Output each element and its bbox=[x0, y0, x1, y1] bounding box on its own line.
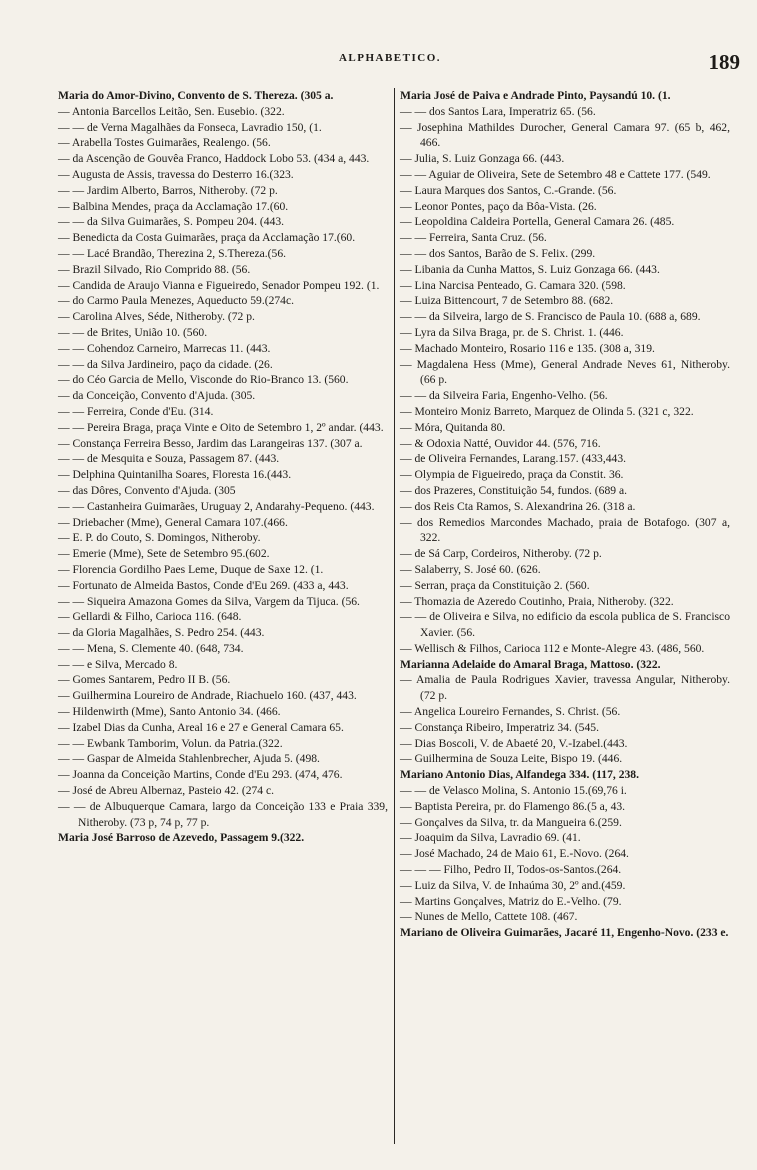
directory-entry: — Augusta de Assis, travessa do Desterro 16.(323. bbox=[58, 167, 294, 181]
directory-entry: — — Castanheira Guimarães, Uruguay 2, Andarahy-Pequeno. (443. bbox=[58, 499, 375, 513]
directory-entry: — Joaquim da Silva, Lavradio 69. (41. bbox=[400, 831, 581, 845]
directory-entry: — da Ascenção de Gouvêa Franco, Haddock Lobo 53. (434 a, 443. bbox=[58, 152, 370, 166]
directory-entry: Maria José Barroso de Azevedo, Passagem 9.(322. bbox=[58, 831, 305, 845]
directory-entry: — — Lacé Brandão, Therezina 2, S.Thereza.(56. bbox=[58, 246, 287, 260]
directory-entry: — da Gloria Magalhães, S. Pedro 254. (443. bbox=[58, 626, 265, 640]
directory-entry: — Benedicta da Costa Guimarães, praça da Acclamação 17.(60. bbox=[58, 231, 356, 245]
directory-entry: — & Odoxia Natté, Ouvidor 44. (576, 716. bbox=[400, 436, 601, 450]
directory-entry: — — Ferreira, Santa Cruz. (56. bbox=[400, 231, 547, 245]
directory-entry: — Balbina Mendes, praça da Acclamação 17.(60. bbox=[58, 199, 289, 213]
directory-entry: — Antonia Barcellos Leitão, Sen. Eusebio. (322. bbox=[58, 104, 285, 118]
directory-entry: — Hildenwirth (Mme), Santo Antonio 34. (466. bbox=[58, 705, 281, 719]
directory-entry: — E. P. do Couto, S. Domingos, Nitheroby. bbox=[58, 531, 261, 545]
directory-entry: — Arabella Tostes Guimarães, Realengo. (56. bbox=[58, 136, 271, 150]
column-divider bbox=[394, 88, 395, 1144]
directory-entry: — Leonor Pontes, paço da Bôa-Vista. (26. bbox=[400, 199, 597, 213]
directory-entry: — de Sá Carp, Cordeiros, Nitheroby. (72 p. bbox=[400, 547, 602, 561]
directory-entry: — Florencia Gordilho Paes Leme, Duque de Saxe 12. (1. bbox=[58, 562, 324, 576]
directory-entry: — Fortunato de Almeida Bastos, Conde d'Eu 269. (433 a, 443. bbox=[58, 578, 349, 592]
running-title: ALPHABETICO. bbox=[338, 52, 442, 64]
directory-entry: — do Carmo Paula Menezes, Aqueducto 59.(274c. bbox=[58, 294, 295, 308]
directory-entry: — Carolina Alves, Séde, Nitheroby. (72 p. bbox=[58, 310, 255, 324]
directory-entry: — — de Albuquerque Camara, largo da Conceição 133 e Praia 339, Nitheroby. (73 p, 74 p, 77 p. bbox=[58, 799, 388, 829]
directory-entry: — Laura Marques dos Santos, C.-Grande. (56. bbox=[400, 183, 617, 197]
directory-entry: — Leopoldina Caldeira Portella, General Camara 26. (485. bbox=[400, 215, 675, 229]
directory-entry: — — de Velasco Molina, S. Antonio 15.(69,76 i. bbox=[400, 784, 627, 798]
directory-entry: — Wellisch & Filhos, Carioca 112 e Monte-Alegre 43. (486, 560. bbox=[400, 641, 705, 655]
directory-entry: — — Mena, S. Clemente 40. (648, 734. bbox=[58, 641, 244, 655]
directory-entry: — Amalia de Paula Rodrigues Xavier, travessa Angular, Nitheroby. (72 p. bbox=[400, 673, 730, 703]
directory-entry: — Gomes Santarem, Pedro II B. (56. bbox=[58, 673, 231, 687]
directory-entry: — — Siqueira Amazona Gomes da Silva, Vargem da Tijuca. (56. bbox=[58, 594, 360, 608]
directory-entry: — Luiza Bittencourt, 7 de Setembro 88. (682. bbox=[400, 294, 614, 308]
directory-entry: — Machado Monteiro, Rosario 116 e 135. (308 a, 319. bbox=[400, 341, 655, 355]
directory-entry: — Driebacher (Mme), General Camara 107.(466. bbox=[58, 515, 288, 529]
directory-entry: — Constança Ferreira Besso, Jardim das Larangeiras 137. (307 a. bbox=[58, 436, 363, 450]
directory-entry: — — e Silva, Mercado 8. bbox=[58, 657, 178, 671]
directory-entry: — Gellardi & Filho, Carioca 116. (648. bbox=[58, 610, 242, 624]
directory-entry: — Serran, praça da Constituição 2. (560. bbox=[400, 578, 590, 592]
directory-entry: — — Ferreira, Conde d'Eu. (314. bbox=[58, 404, 214, 418]
directory-entry: — da Conceição, Convento d'Ajuda. (305. bbox=[58, 389, 256, 403]
directory-entry: — — de Verna Magalhães da Fonseca, Lavradio 150, (1. bbox=[58, 120, 322, 134]
directory-entry: — Julia, S. Luiz Gonzaga 66. (443. bbox=[400, 152, 565, 166]
directory-entry: — — Jardim Alberto, Barros, Nitheroby. (72 p. bbox=[58, 183, 278, 197]
directory-entry: — Josephina Mathildes Durocher, General Camara 97. (65 b, 462, 466. bbox=[400, 120, 730, 150]
directory-entry: — dos Reis Cta Ramos, S. Alexandrina 26. (318 a. bbox=[400, 499, 636, 513]
directory-entry: — das Dôres, Convento d'Ajuda. (305 bbox=[58, 483, 236, 497]
directory-entry: Marianna Adelaide do Amaral Braga, Mattoso. (322. bbox=[400, 657, 661, 671]
directory-entry: — Olympia de Figueiredo, praça da Constit. 36. bbox=[400, 468, 624, 482]
directory-entry: — Constança Ribeiro, Imperatriz 34. (545. bbox=[400, 720, 599, 734]
directory-entry: — Monteiro Moniz Barreto, Marquez de Olinda 5. (321 c, 322. bbox=[400, 404, 694, 418]
right-column bbox=[400, 88, 730, 941]
directory-entry: — — dos Santos Lara, Imperatriz 65. (56. bbox=[400, 104, 596, 118]
directory-entry: — Thomazia de Azeredo Coutinho, Praia, Nitheroby. (322. bbox=[400, 594, 674, 608]
directory-entry: — José de Abreu Albernaz, Pasteio 42. (274 c. bbox=[58, 784, 275, 798]
directory-entry: — Lina Narcisa Penteado, G. Camara 320. (598. bbox=[400, 278, 626, 292]
directory-entry: Maria José de Paiva e Andrade Pinto, Paysandú 10. (1. bbox=[400, 89, 671, 102]
directory-entry: — Guilhermina de Souza Leite, Bispo 19. (446. bbox=[400, 752, 623, 766]
directory-entry: — Brazil Silvado, Rio Comprido 88. (56. bbox=[58, 262, 251, 276]
left-column bbox=[58, 88, 388, 846]
directory-entry: — Delphina Quintanilha Soares, Floresta 16.(443. bbox=[58, 468, 292, 482]
directory-entry: — — — Filho, Pedro II, Todos-os-Santos.(264. bbox=[400, 863, 622, 877]
directory-entry: — Libania da Cunha Mattos, S. Luiz Gonzaga 66. (443. bbox=[400, 262, 660, 276]
directory-entry: — — da Silveira, largo de S. Francisco de Paula 10. (688 a, 689. bbox=[400, 310, 701, 324]
directory-entry: — — de Oliveira e Silva, no edificio da escola publica de S. Francisco Xavier. (56. bbox=[400, 610, 730, 640]
directory-entry: — Martins Gonçalves, Matriz do E.-Velho. (79. bbox=[400, 894, 622, 908]
directory-entry: — Nunes de Mello, Cattete 108. (467. bbox=[400, 910, 578, 924]
directory-entry: — Dias Boscoli, V. de Abaeté 20, V.-Izabel.(443. bbox=[400, 736, 628, 750]
directory-entry: — — dos Santos, Barão de S. Felix. (299. bbox=[400, 246, 596, 260]
directory-entry: — Candida de Araujo Vianna e Figueiredo, Senador Pompeu 192. (1. bbox=[58, 278, 380, 292]
directory-entry: — Joanna da Conceição Martins, Conde d'Eu 293. (474, 476. bbox=[58, 768, 343, 782]
directory-entry: — — Ewbank Tamborim, Volun. da Patria.(322. bbox=[58, 736, 283, 750]
directory-entry: — Luiz da Silva, V. de Inhaúma 30, 2º and.(459. bbox=[400, 878, 626, 892]
directory-entry: — — Pereira Braga, praça Vinte e Oito de Setembro 1, 2º andar. (443. bbox=[58, 420, 384, 434]
directory-entry: — — da Silva Guimarães, S. Pompeu 204. (443. bbox=[58, 215, 285, 229]
directory-entry: Mariano de Oliveira Guimarães, Jacaré 11, Engenho-Novo. (233 e. bbox=[400, 926, 729, 940]
directory-entry: — Salaberry, S. José 60. (626. bbox=[400, 562, 541, 576]
directory-columns bbox=[58, 88, 748, 1148]
directory-entry: — Gonçalves da Silva, tr. da Mangueira 6.(259. bbox=[400, 815, 622, 829]
directory-entry: — dos Remedios Marcondes Machado, praia de Botafogo. (307 a, 322. bbox=[400, 515, 730, 545]
directory-entry: — Lyra da Silva Braga, pr. de S. Christ. 1. (446. bbox=[400, 325, 624, 339]
directory-entry: — Guilhermina Loureiro de Andrade, Riachuelo 160. (437, 443. bbox=[58, 689, 357, 703]
directory-entry: — — da Silva Jardineiro, paço da cidade. (26. bbox=[58, 357, 273, 371]
directory-entry: — Izabel Dias da Cunha, Areal 16 e 27 e General Camara 65. bbox=[58, 720, 344, 734]
page-number: 189 bbox=[708, 50, 740, 74]
directory-entry: — José Machado, 24 de Maio 61, E.-Novo. (264. bbox=[400, 847, 629, 861]
directory-entry: Maria do Amor-Divino, Convento de S. Thereza. (305 a. bbox=[58, 89, 334, 102]
directory-entry: — Emerie (Mme), Sete de Setembro 95.(602. bbox=[58, 547, 270, 561]
directory-entry: — — Cohendoz Carneiro, Marrecas 11. (443. bbox=[58, 341, 271, 355]
directory-entry: — Magdalena Hess (Mme), General Andrade Neves 61, Nitheroby. (66 p. bbox=[400, 357, 730, 387]
directory-entry: — — da Silveira Faria, Engenho-Velho. (56. bbox=[400, 389, 608, 403]
directory-entry: — dos Prazeres, Constituição 54, fundos. (689 a. bbox=[400, 483, 628, 497]
directory-entry: — Baptista Pereira, pr. do Flamengo 86.(5 a, 43. bbox=[400, 799, 626, 813]
directory-entry: — — de Brites, União 10. (560. bbox=[58, 325, 208, 339]
directory-entry: — de Oliveira Fernandes, Larang.157. (433,443. bbox=[400, 452, 627, 466]
directory-entry: — — Gaspar de Almeida Stahlenbrecher, Ajuda 5. (498. bbox=[58, 752, 320, 766]
directory-entry: — Móra, Quitanda 80. bbox=[400, 420, 506, 434]
directory-entry: — — Aguiar de Oliveira, Sete de Setembro 48 e Cattete 177. (549. bbox=[400, 167, 711, 181]
directory-entry: Mariano Antonio Dias, Alfandega 334. (117, 238. bbox=[400, 768, 639, 782]
directory-entry: — — de Mesquita e Souza, Passagem 87. (443. bbox=[58, 452, 280, 466]
directory-entry: — Angelica Loureiro Fernandes, S. Christ. (56. bbox=[400, 705, 621, 719]
directory-entry: — do Céo Garcia de Mello, Visconde do Rio-Branco 13. (560. bbox=[58, 373, 349, 387]
page-header bbox=[40, 50, 740, 72]
